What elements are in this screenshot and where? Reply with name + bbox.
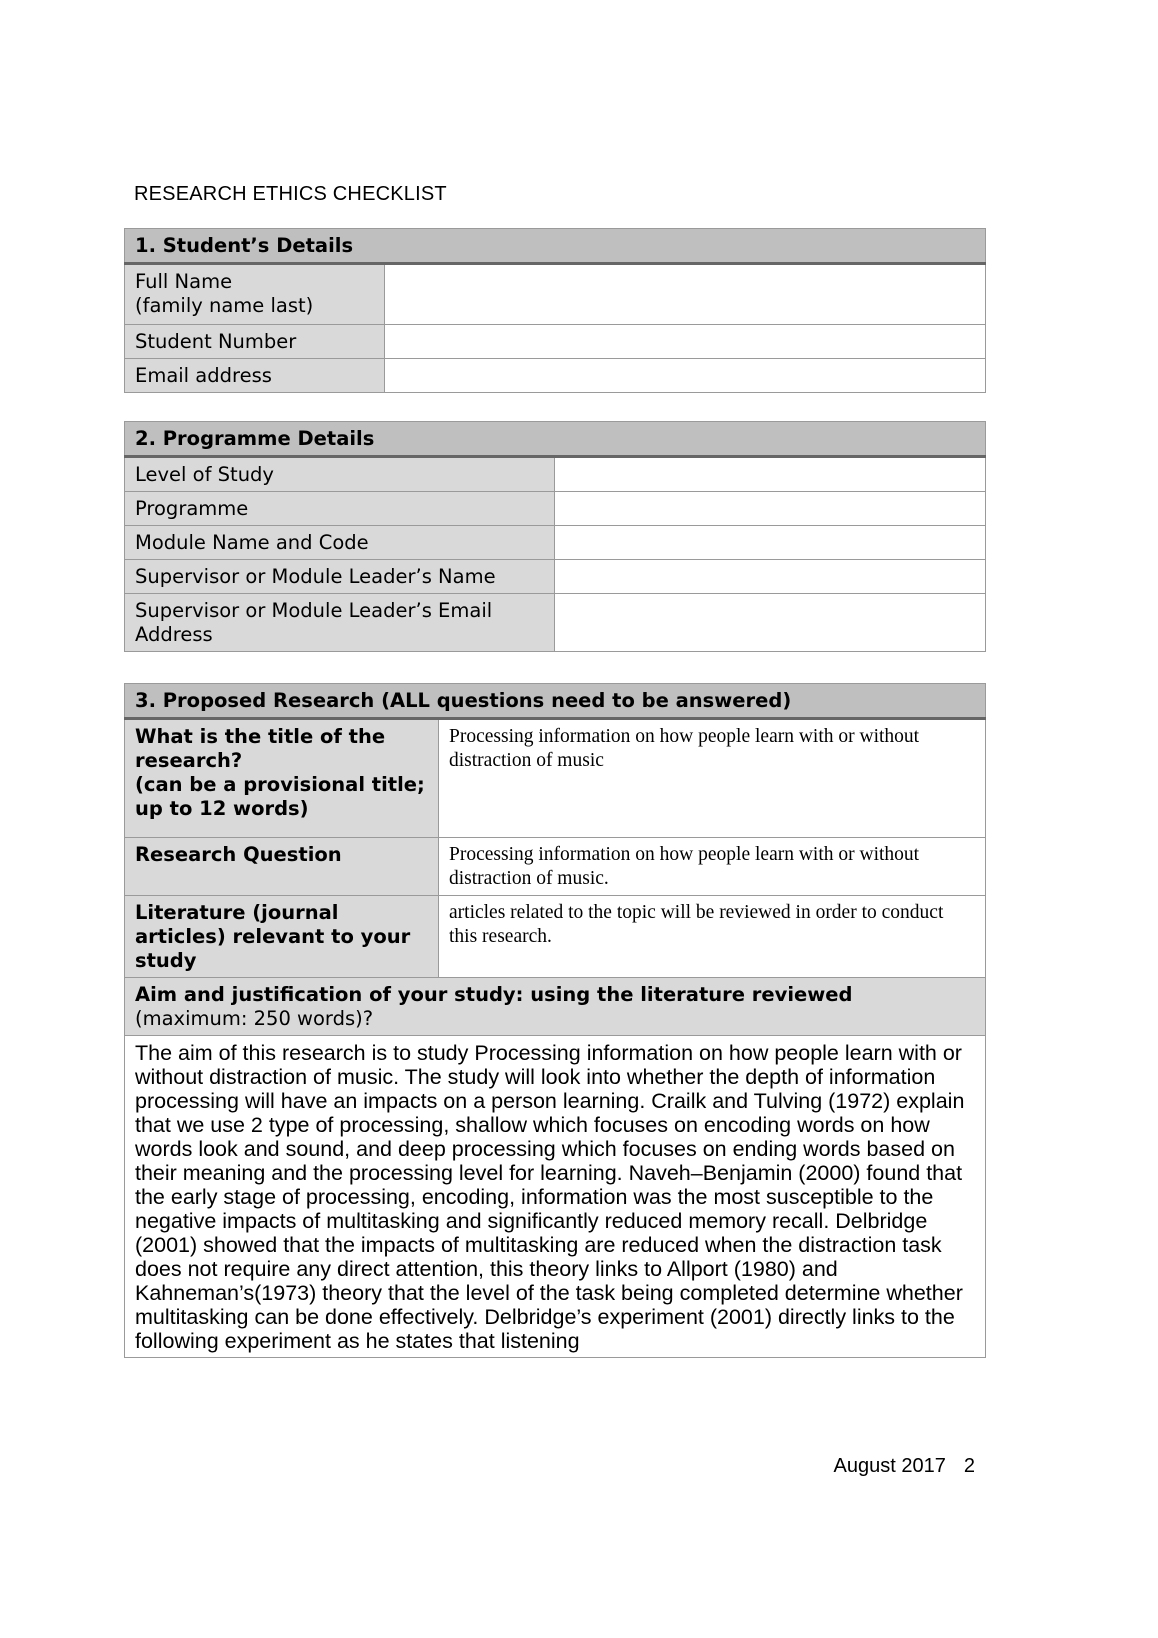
label-hint: (can be a provisional title; up to 12 words): [135, 773, 425, 820]
email-address-field[interactable]: [385, 359, 986, 393]
level-of-study-field[interactable]: [555, 457, 986, 492]
table-row: [125, 560, 986, 594]
literature-label: Literature (journal articles) relevant to your study: [125, 896, 439, 978]
research-question-field[interactable]: Processing information on how people learn with or without distraction of music.: [439, 838, 986, 896]
aim-justification-label: [125, 978, 986, 1036]
document-title: RESEARCH ETHICS CHECKLIST: [134, 183, 447, 205]
label-text: Aim and justification of your study: using the literature reviewed: [135, 983, 853, 1006]
module-name-code-field[interactable]: [555, 526, 986, 560]
programme-details-table: [124, 421, 986, 652]
student-number-label: Student Number: [125, 325, 385, 359]
table-row: [125, 594, 986, 652]
label-text: What is the title of the research?: [135, 725, 386, 772]
email-address-label: Email address: [125, 359, 385, 393]
table-row: [125, 896, 986, 978]
literature-field[interactable]: articles related to the topic will be reviewed in order to conduct this research.: [439, 896, 986, 978]
full-name-field[interactable]: [385, 264, 986, 325]
level-of-study-label: Level of Study: [125, 457, 555, 492]
supervisor-email-label: Supervisor or Module Leader’s Email Address: [125, 594, 555, 652]
table-row: [125, 325, 986, 359]
label-text: Full Name: [135, 270, 233, 293]
module-name-code-label: Module Name and Code: [125, 526, 555, 560]
label-hint: (maximum: 250 words)?: [135, 1007, 374, 1030]
research-title-field[interactable]: Processing information on how people learn with or without distraction of music: [439, 719, 986, 838]
label-hint: (family name last): [135, 294, 314, 317]
supervisor-name-field[interactable]: [555, 560, 986, 594]
table-row: [125, 359, 986, 393]
table-row: [125, 838, 986, 896]
footer-date: August 2017: [833, 1455, 946, 1477]
supervisor-name-label: Supervisor or Module Leader’s Name: [125, 560, 555, 594]
students-details-table: [124, 228, 986, 393]
section-heading: 3. Proposed Research (ALL questions need to be answered): [125, 684, 986, 719]
page-footer: [834, 1455, 975, 1478]
table-row: [125, 1036, 986, 1358]
page-number: 2: [963, 1455, 975, 1477]
aim-justification-field[interactable]: The aim of this research is to study Processing information on how people learn with or without distraction of music. The study will look into whether the depth of information processing will have an impacts on a person learning. Crailk and Tulving (1972) explain that we use 2 type of processing, shallow which focuses on encoding words on how words look and sound, and deep processing which focuses on ending words based on their meaning and the processing level for learning. Naveh–Benjamin (2000) found that the early stage of processing, encoding, information was the most susceptible to the negative impacts of multitasking and significantly reduced memory recall. Delbridge (2001) showed that the impacts of multitasking are reduced when the distraction task does not require any direct attention, this theory links to Allport (1980) and Kahneman’s(1973) theory that the level of the task being completed determine whether multitasking can be done effectively. Delbridge’s experiment (2001) directly links to the following experiment as he states that listening: [125, 1036, 986, 1358]
programme-label: Programme: [125, 492, 555, 526]
table-row: [125, 457, 986, 492]
section-heading: 1. Student’s Details: [125, 229, 986, 264]
research-title-label: [125, 719, 439, 838]
section-heading: 2. Programme Details: [125, 422, 986, 457]
table-row: [125, 719, 986, 838]
research-question-label: Research Question: [125, 838, 439, 896]
student-number-field[interactable]: [385, 325, 986, 359]
table-row: [125, 526, 986, 560]
supervisor-email-field[interactable]: [555, 594, 986, 652]
table-row: [125, 978, 986, 1036]
full-name-label: [125, 264, 385, 325]
programme-field[interactable]: [555, 492, 986, 526]
table-row: [125, 492, 986, 526]
table-row: [125, 264, 986, 325]
proposed-research-table: [124, 683, 986, 1358]
